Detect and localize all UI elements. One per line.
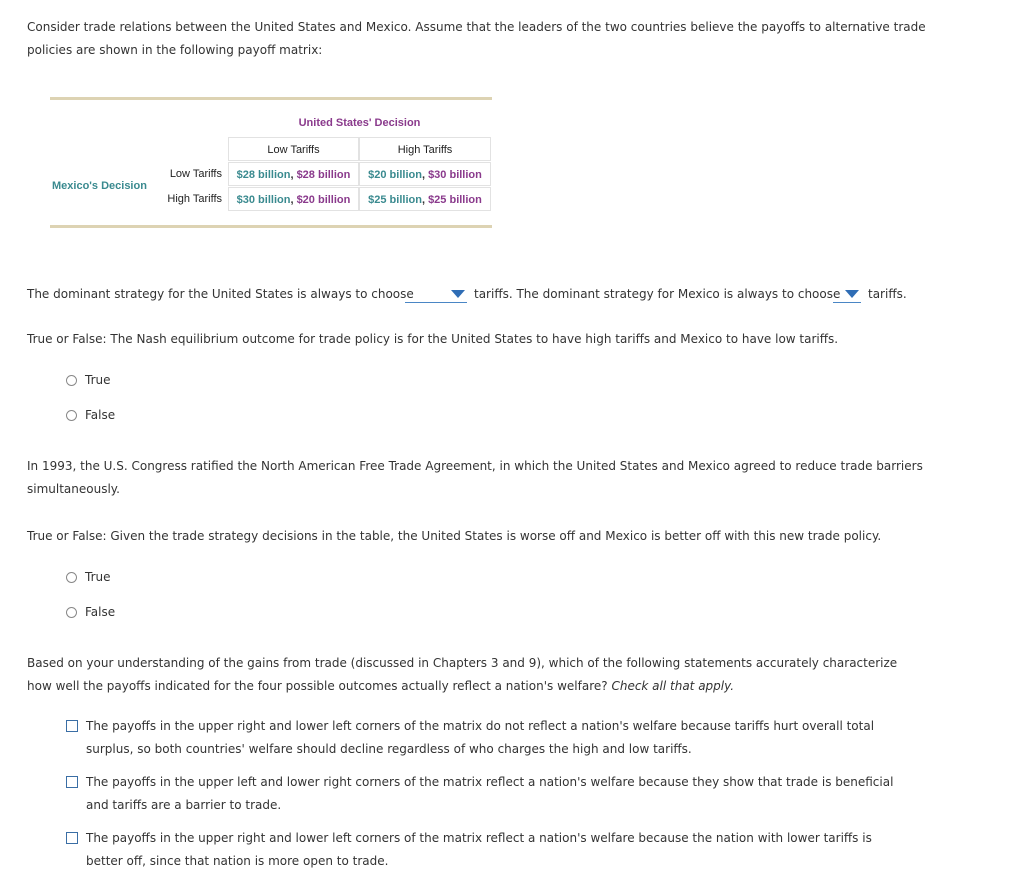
matrix-top-rule — [50, 97, 492, 100]
mexico-tariff-dropdown[interactable] — [833, 286, 861, 303]
us-decision-label: United States' Decision — [298, 117, 421, 129]
radio-button[interactable] — [66, 410, 77, 421]
us-payoff: $20 billion — [296, 194, 351, 206]
q2-prompt: True or False: Given the trade strategy decisions in the table, the United States is worse off and Mexico is better off with this new trade policy. — [27, 529, 882, 543]
intro-text: Consider trade relations between the United States and Mexico. Assume that the leaders of the two countries believe the payoffs to alternative trade policies are shown in the following payoff matrix: — [27, 20, 926, 57]
radio-button[interactable] — [66, 375, 77, 386]
q3-prompt: Based on your understanding of the gains from trade (discussed in Chapters 3 and 9), which of the following statements accurately characterize how well the payoffs indicated for the four possible outcomes actually reflect a nation's welfare? Check all that apply. — [27, 656, 898, 693]
payoff-cell-low-high: $20 billion, $30 billion — [359, 162, 491, 186]
q3-checkbox-3[interactable] — [66, 832, 78, 844]
col-header-low-tariffs: Low Tariffs — [228, 137, 359, 161]
us-payoff: $28 billion — [296, 169, 351, 181]
us-payoff: $25 billion — [428, 194, 482, 206]
q2-option-false[interactable]: False — [66, 603, 115, 621]
nafta-text: In 1993, the U.S. Congress ratified the North American Free Trade Agreement, in which the United States and Mexico agreed to reduce trade barriers simultaneously. — [27, 459, 923, 496]
q2-option-true[interactable]: True — [66, 568, 111, 586]
mexico-payoff: $20 billion — [368, 169, 422, 181]
mexico-payoff: $25 billion — [368, 194, 422, 206]
payoff-cell-high-low: $30 billion, $20 billion — [228, 187, 359, 211]
mexico-decision-label: Mexico's Decision — [52, 180, 147, 192]
chevron-down-icon — [451, 290, 465, 298]
us-payoff: $30 billion — [428, 169, 482, 181]
q3-checkbox-2[interactable] — [66, 776, 78, 788]
row-header-high-tariffs: High Tariffs — [167, 193, 222, 205]
payoff-cell-high-high: $25 billion, $25 billion — [359, 187, 491, 211]
q3-instruction: Check all that apply. — [611, 679, 735, 693]
mexico-payoff: $28 billion — [236, 169, 291, 181]
radio-button[interactable] — [66, 607, 77, 618]
q1-prompt: True or False: The Nash equilibrium outcome for trade policy is for the United States to have high tariffs and Mexico to have low tariffs. — [27, 332, 839, 346]
q1-option-true[interactable]: True — [66, 371, 111, 389]
q3-option-1[interactable]: The payoffs in the upper right and lower left corners of the matrix do not reflect a nation's welfare because tariffs hurt overall total surplus, so both countries' welfare should decline regardless of who charges the high and low tariffs. — [86, 719, 875, 756]
col-header-high-tariffs: High Tariffs — [359, 137, 491, 161]
radio-button[interactable] — [66, 572, 77, 583]
dominant-end-text: tariffs. — [868, 287, 907, 301]
q3-option-3[interactable]: The payoffs in the upper right and lower left corners of the matrix reflect a nation's welfare because the nation with lower tariffs is better off, since that nation is more open to trade. — [86, 831, 872, 868]
dominant-mexico-text: tariffs. The dominant strategy for Mexico is always to choose — [474, 287, 841, 301]
us-tariff-dropdown[interactable] — [405, 286, 467, 303]
q1-option-false[interactable]: False — [66, 406, 115, 424]
q3-option-2[interactable]: The payoffs in the upper left and lower right corners of the matrix reflect a nation's welfare because they show that trade is beneficial and tariffs are a barrier to trade. — [86, 775, 894, 812]
payoff-cell-low-low: $28 billion, $28 billion — [228, 162, 359, 186]
q3-checkbox-1[interactable] — [66, 720, 78, 732]
matrix-bottom-rule — [50, 225, 492, 228]
chevron-down-icon — [845, 290, 859, 298]
dominant-us-text: The dominant strategy for the United States is always to choose — [27, 287, 414, 301]
row-header-low-tariffs: Low Tariffs — [169, 168, 222, 180]
mexico-payoff: $30 billion — [236, 194, 291, 206]
